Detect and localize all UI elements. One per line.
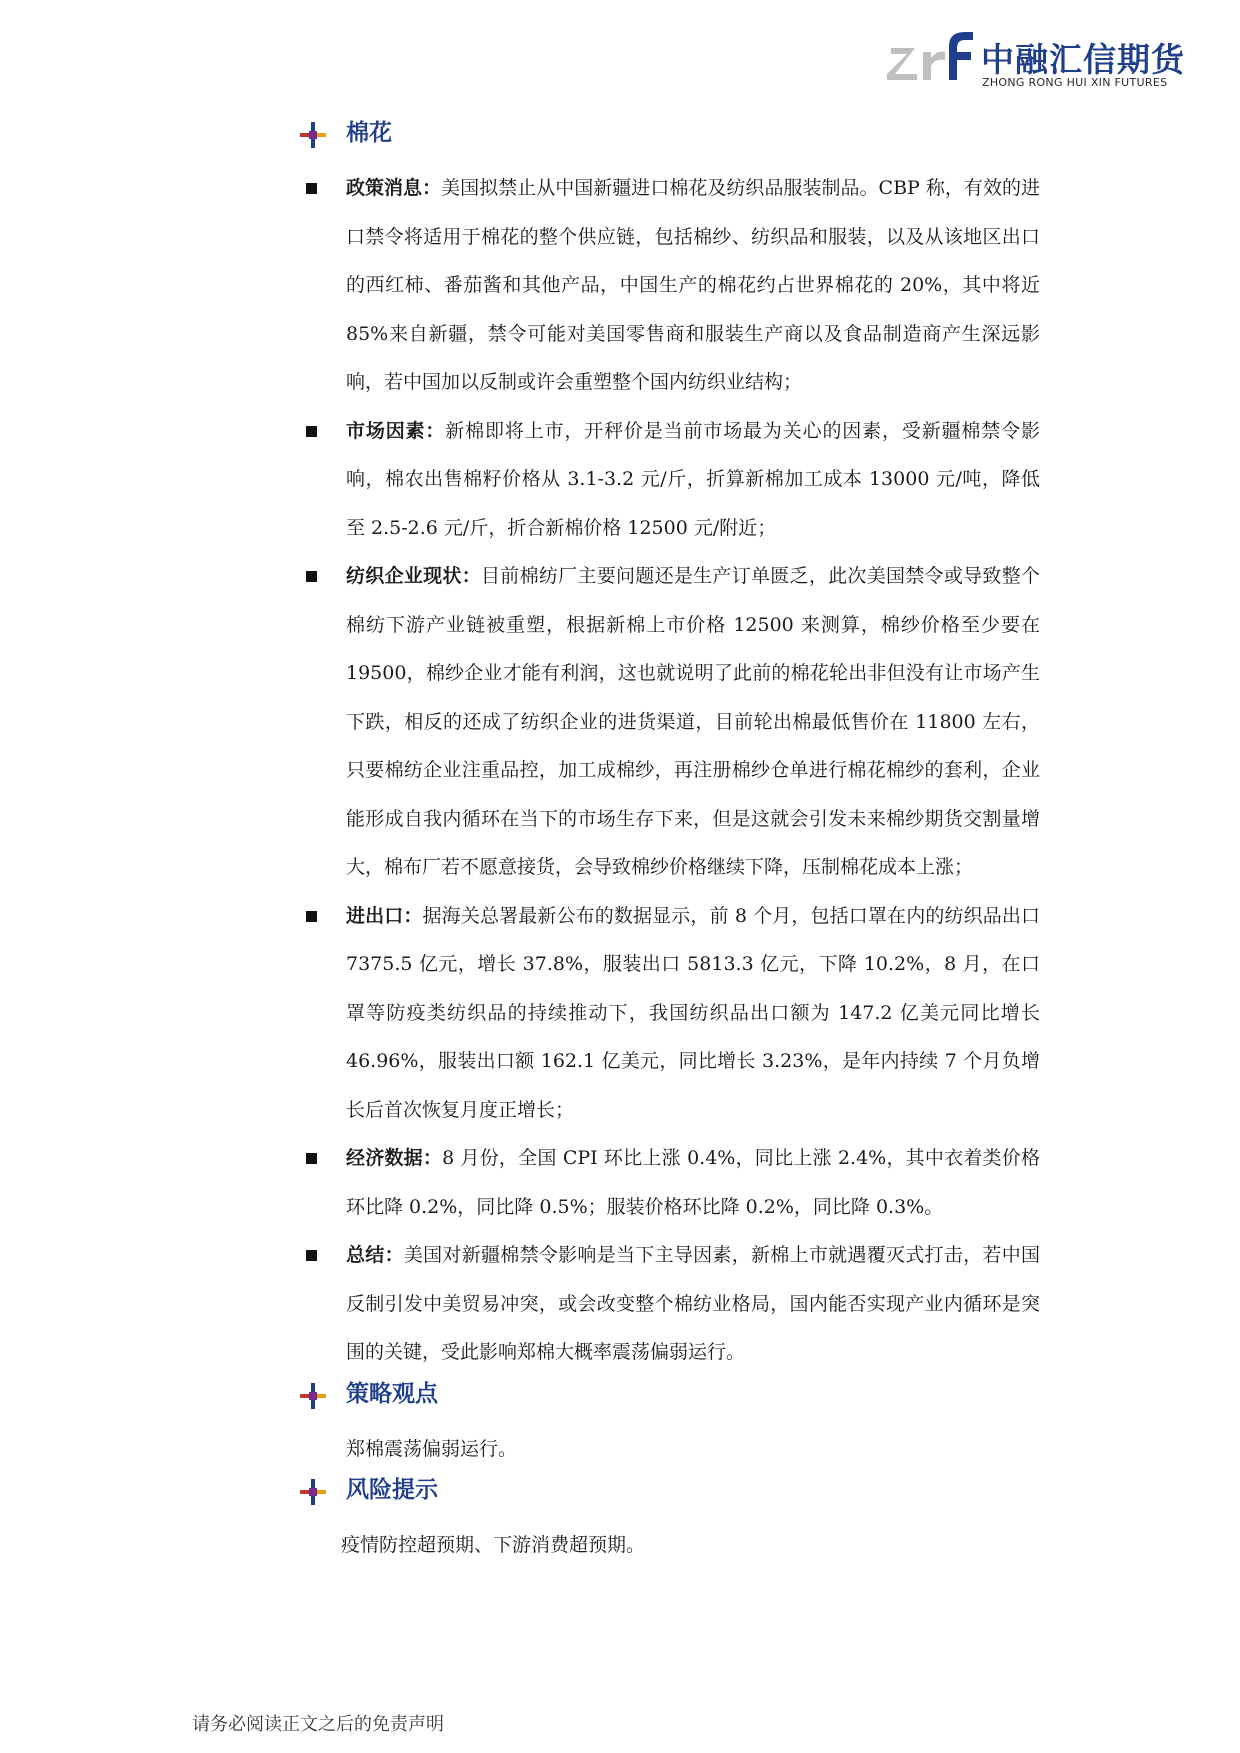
item-label: 纺织企业现状： (346, 565, 481, 587)
company-logo (885, 28, 1185, 92)
section-heading-cotton (300, 116, 1040, 164)
section-heading-risk (300, 1473, 1040, 1521)
square-bullet-icon (306, 1153, 317, 1164)
item-text: 8 月份，全国 CPI 环比上涨 0.4%，同比上涨 2.4%，其中衣着类价格环比降 0.2%，同比降 0.5%；服装价格环比降 0.2%，同比降 0.3%。 (346, 1147, 1040, 1218)
list-item-market (300, 407, 1040, 553)
square-bullet-icon (306, 1250, 317, 1261)
znf-logo-icon (885, 28, 975, 92)
list-item-policy (300, 164, 1040, 407)
report-content (300, 116, 1040, 1569)
list-item-textile (300, 552, 1040, 892)
item-label: 进出口： (346, 904, 423, 927)
item-text: 据海关总署最新公布的数据显示，前 8 个月，包括口罩在内的纺织品出口 7375.5 亿元，增长 37.8%，服装出口 5813.3 亿元，下降 10.2%，8 月，在口罩等防疫类纺织品的持续推动下，我国纺织品出口额为 147.2 亿美元同比增长 46.96%，服装出口额 162.1 亿美元，同比增长 3.23%，是年内持续 7 个月负增长后首次恢复月度正增长； (346, 904, 1040, 1121)
section-title: 风险提示 (346, 1476, 438, 1503)
item-label: 政策消息： (346, 177, 442, 199)
list-item-summary (300, 1231, 1040, 1377)
list-item-economy (300, 1134, 1040, 1231)
square-bullet-icon (306, 183, 317, 194)
item-text: 美国拟禁止从中国新疆进口棉花及纺织品服装制品。CBP 称，有效的进口禁令将适用于棉花的整个供应链，包括棉纱、纺织品和服装，以及从该地区出口的西红柿、番茄酱和其他产品，中国生产的棉花约占世界棉花的 20%，其中将近 85%来自新疆，禁令可能对美国零售商和服装生产商以及食品制造商产生深远影响，若中国加以反制或许会重塑整个国内纺织业结构； (346, 177, 1040, 393)
item-text: 美国对新疆棉禁令影响是当下主导因素，新棉上市就遇覆灭式打击，若中国反制引发中美贸易冲突，或会改变整个棉纺业格局，国内能否实现产业内循环是突围的关键，受此影响郑棉大概率震荡偏弱运行。 (346, 1244, 1040, 1363)
section-marker-icon (300, 1479, 326, 1505)
strategy-text: 郑棉震荡偏弱运行。 (346, 1437, 518, 1460)
section-title: 棉花 (346, 120, 392, 146)
item-text: 新棉即将上市，开秤价是当前市场最为关心的因素，受新疆棉禁令影响，棉农出售棉籽价格从 3.1-3.2 元/斤，折算新棉加工成本 13000 元/吨，降低至 2.5-2.6 元/斤，折合新棉价格 12500 元/附近； (346, 419, 1040, 539)
square-bullet-icon (306, 911, 317, 922)
footer-disclaimer: 请务必阅读正文之后的免责声明 (192, 1714, 444, 1735)
section-title: 策略观点 (346, 1380, 438, 1407)
item-text: 目前棉纺厂主要问题还是生产订单匮乏，此次美国禁令或导致整个棉纺下游产业链被重塑，根据新棉上市价格 12500 来测算，棉纱价格至少要在 19500，棉纱企业才能有利润，这也就说明了此前的棉花轮出非但没有让市场产生下跌，相反的还成了纺织企业的进货渠道，目前轮出棉最低售价在 11800 左右，只要棉纺企业注重品控，加工成棉纱，再注册棉纱仓单进行棉花棉纱的套利，企业能形成自我内循环在当下的市场生存下来，但是这就会引发未来棉纱期货交割量增大，棉布厂若不愿意接货，会导致棉纱价格继续下降，压制棉花成本上涨； (346, 565, 1040, 878)
item-label: 总结： (346, 1244, 404, 1266)
square-bullet-icon (306, 571, 317, 582)
item-label: 市场因素： (346, 419, 446, 442)
section-heading-strategy (300, 1377, 1040, 1425)
logo-english-name: ZHONG RONG HUI XIN FUTURES (982, 76, 1168, 89)
square-bullet-icon (306, 426, 317, 437)
section-marker-icon (300, 122, 326, 148)
item-label: 经济数据： (346, 1147, 443, 1169)
list-item-trade (300, 892, 1040, 1135)
section-marker-icon (300, 1383, 326, 1409)
risk-text: 疫情防控超预期、下游消费超预期。 (341, 1533, 646, 1556)
logo-chinese-name: 中融汇信期货 (981, 40, 1185, 79)
